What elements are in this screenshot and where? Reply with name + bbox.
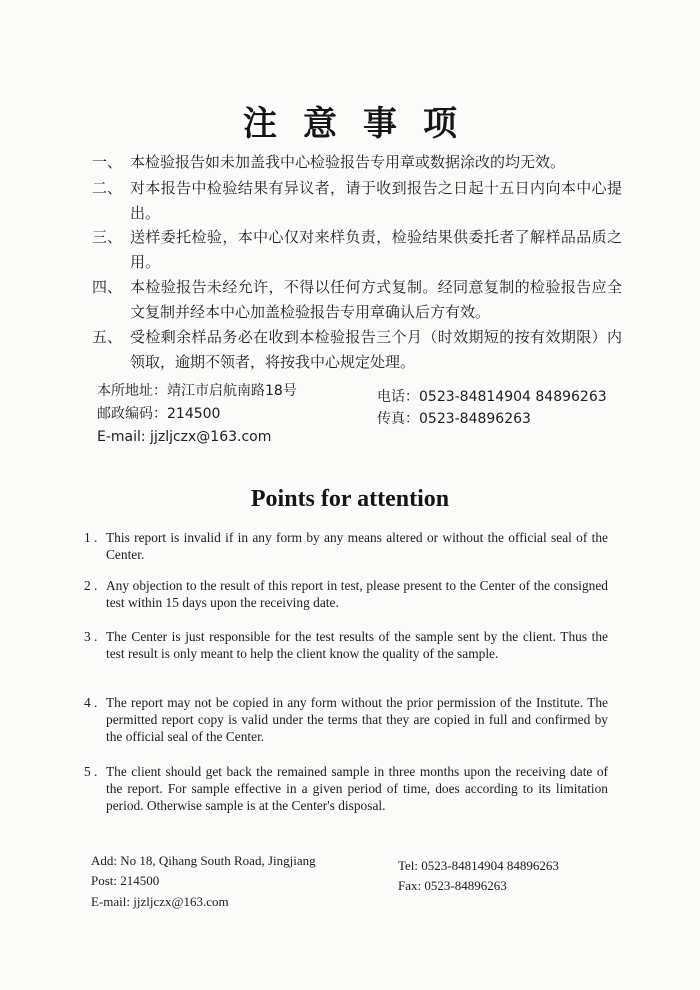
item-text: The report may not be copied in any form without the prior permission of the Institute. The permitted report copy is valid under the terms that they are copied in full and confirmed by the official seal of the Center.	[106, 695, 608, 744]
item-number: 2 .	[84, 578, 98, 593]
english-item-4	[84, 694, 608, 745]
chinese-item-2	[92, 176, 622, 226]
chinese-address: 本所地址：靖江市启航南路18号	[97, 383, 297, 399]
chinese-postcode: 邮政编码：214500	[97, 406, 221, 422]
item-text: 本检验报告如未加盖我中心检验报告专用章或数据涂改的均无效。	[130, 153, 566, 171]
english-email: E-mail: jjzljczx@163.com	[91, 894, 229, 909]
item-number: 一、	[92, 153, 123, 171]
chinese-email: E-mail: jjzljczx@163.com	[97, 429, 272, 445]
chinese-title: 注意事项	[243, 104, 483, 144]
item-text: The Center is just responsible for the test results of the sample sent by the client. Thus the test result is only meant to help the client know the quality of the sample.	[106, 629, 608, 661]
item-number: 3 .	[84, 629, 98, 644]
item-text: This report is invalid if in any form by any means altered or without the official seal of the Center.	[106, 530, 608, 562]
item-number: 5 .	[84, 764, 98, 779]
item-text: The client should get back the remained sample in three months upon the receiving date of the report. For sample effective in a given period of time, does according to its limitation period. Otherwise sample is at the Center's disposal.	[106, 764, 608, 813]
chinese-phone: 电话：0523-84814904 84896263	[377, 389, 607, 405]
chinese-item-1	[92, 150, 622, 175]
english-tel: Tel: 0523-84814904 84896263	[398, 858, 559, 873]
english-item-1	[84, 529, 608, 563]
item-text: 送样委托检验，本中心仅对来样负责，检验结果供委托者了解样品品质之用。	[130, 228, 622, 271]
item-number: 1 .	[84, 530, 98, 545]
item-text: 本检验报告未经允许，不得以任何方式复制。经同意复制的检验报告应全文复制并经本中心加盖检验报告专用章确认后方有效。	[130, 278, 622, 321]
item-text: 受检剩余样品务必在收到本检验报告三个月（时效期短的按有效期限）内领取，逾期不领者，将按我中心规定处理。	[130, 328, 622, 371]
english-address: Add: No 18, Qihang South Road, Jingjiang	[91, 853, 316, 868]
item-number: 五、	[92, 328, 123, 346]
item-number: 二、	[92, 179, 123, 197]
item-text: Any objection to the result of this report in test, please present to the Center of the consigned test within 15 days upon the receiving date.	[106, 578, 608, 610]
chinese-item-3	[92, 225, 622, 275]
chinese-item-4	[92, 275, 622, 325]
item-number: 4 .	[84, 695, 98, 710]
item-number: 三、	[92, 228, 123, 246]
english-item-3	[84, 628, 608, 662]
item-text: 对本报告中检验结果有异议者，请于收到报告之日起十五日内向本中心提出。	[130, 179, 622, 222]
chinese-item-5	[92, 325, 622, 375]
english-item-2	[84, 577, 608, 611]
item-number: 四、	[92, 278, 123, 296]
english-post: Post: 214500	[91, 873, 160, 888]
english-fax: Fax: 0523-84896263	[398, 878, 507, 893]
english-item-5	[84, 763, 608, 814]
chinese-fax: 传真：0523-84896263	[377, 411, 531, 427]
english-title: Points for attention	[250, 486, 450, 512]
